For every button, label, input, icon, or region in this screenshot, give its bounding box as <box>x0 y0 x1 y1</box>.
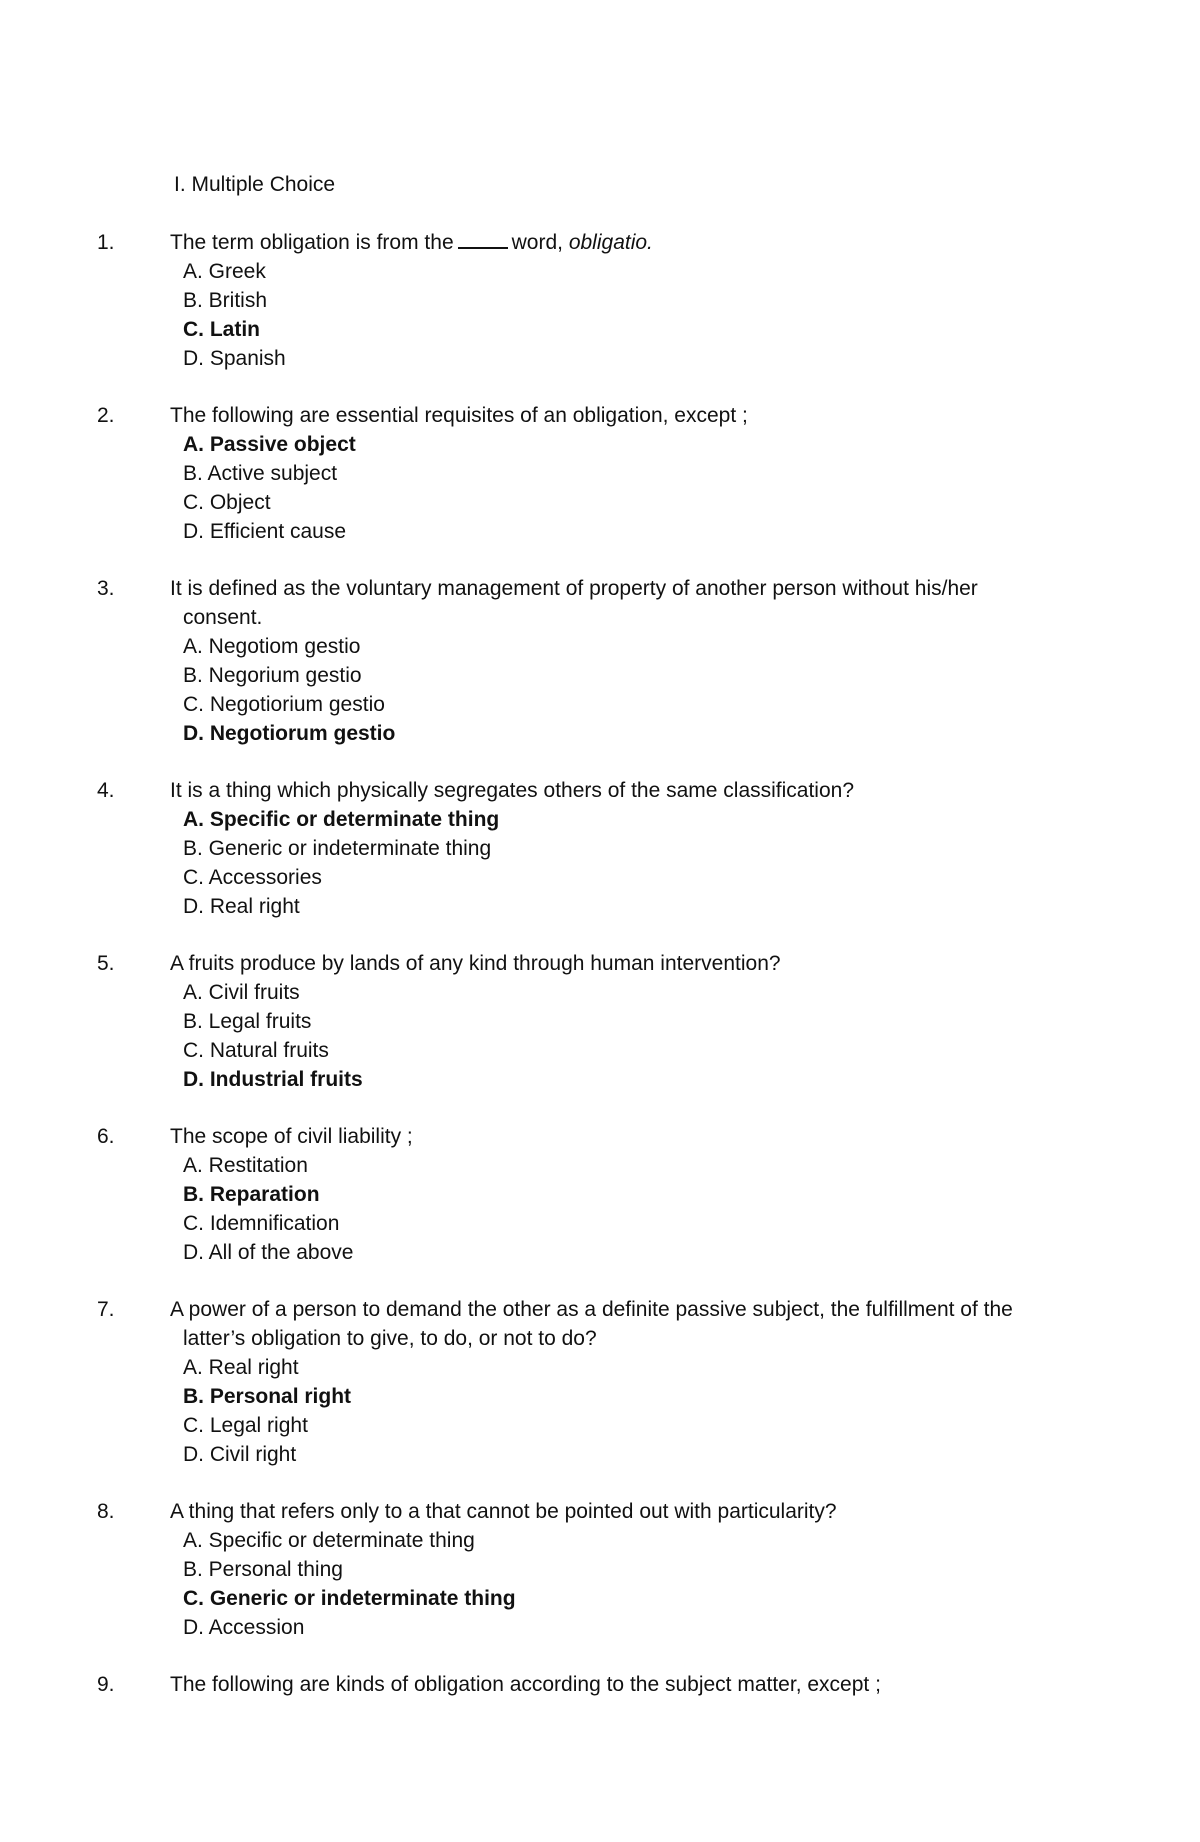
question-number: 5. <box>97 952 115 975</box>
option: D. Spanish <box>183 347 286 370</box>
question-stem <box>97 949 1040 978</box>
option: B. Personal thing <box>183 1558 343 1581</box>
option: C. Idemnification <box>183 1212 340 1235</box>
option: D. Accession <box>183 1616 305 1639</box>
question-text: A fruits produce by lands of any kind through human intervention? <box>170 952 781 975</box>
question-stem <box>97 228 1040 257</box>
question-stem <box>97 1670 1040 1699</box>
option-list <box>140 632 1040 748</box>
question-stem <box>97 1497 1040 1526</box>
question-9 <box>97 1670 1040 1699</box>
option: A. Specific or determinate thing <box>183 1529 475 1552</box>
option-list <box>140 805 1040 921</box>
option: C. Negotiorium gestio <box>183 693 385 716</box>
question-5 <box>97 949 1040 1094</box>
answer-blank <box>458 229 508 249</box>
question-7 <box>97 1295 1040 1469</box>
correct-option: C. Generic or indeterminate thing <box>183 1587 516 1610</box>
question-number: 3. <box>97 577 115 600</box>
question-text: It is defined as the voluntary management of property of another person without his/her consent. <box>170 577 978 629</box>
question-number: 4. <box>97 779 115 802</box>
question-number: 6. <box>97 1125 115 1148</box>
option: A. Restitation <box>183 1154 308 1177</box>
option-list <box>140 978 1040 1094</box>
option: C. Legal right <box>183 1414 308 1437</box>
question-stem <box>97 1295 1040 1353</box>
option: B. British <box>183 289 268 312</box>
question-stem <box>97 401 1040 430</box>
question-number: 7. <box>97 1298 115 1321</box>
section-title: I. Multiple Choice <box>174 173 336 196</box>
option: C. Accessories <box>183 866 322 889</box>
question-number: 1. <box>97 231 115 254</box>
option: C. Natural fruits <box>183 1039 329 1062</box>
option: A. Negotiom gestio <box>183 635 361 658</box>
question-8 <box>97 1497 1040 1642</box>
italic-term: obligatio. <box>568 231 653 254</box>
correct-option: C. Latin <box>183 318 260 341</box>
option-list <box>140 1151 1040 1267</box>
option: A. Civil fruits <box>183 981 300 1004</box>
question-number: 8. <box>97 1500 115 1523</box>
option-list <box>140 1526 1040 1642</box>
question-text: word, <box>511 231 563 254</box>
question-text: The following are essential requisites of an obligation, except ; <box>170 404 748 427</box>
question-4 <box>97 776 1040 921</box>
question-2 <box>97 401 1040 546</box>
option-list <box>140 1353 1040 1469</box>
option: C. Object <box>183 491 271 514</box>
question-text: The term obligation is from the <box>170 231 454 254</box>
option: B. Legal fruits <box>183 1010 312 1033</box>
question-stem <box>97 1122 1040 1151</box>
correct-option: D. Negotiorum gestio <box>183 722 396 745</box>
question-list <box>97 228 1040 1727</box>
question-stem <box>97 574 1040 632</box>
correct-option: B. Reparation <box>183 1183 320 1206</box>
question-3 <box>97 574 1040 748</box>
question-number: 9. <box>97 1673 115 1696</box>
question-text: It is a thing which physically segregates others of the same classification? <box>170 779 855 802</box>
question-text: A power of a person to demand the other as a definite passive subject, the fulfillment of the latter’s obligation to give, to do, or not to do? <box>170 1298 1013 1350</box>
option: D. Efficient cause <box>183 520 347 543</box>
question-1 <box>97 228 1040 373</box>
option-list <box>140 430 1040 546</box>
correct-option: A. Specific or determinate thing <box>183 808 500 831</box>
question-text: The following are kinds of obligation according to the subject matter, except ; <box>170 1673 881 1696</box>
option: D. All of the above <box>183 1241 354 1264</box>
option: D. Civil right <box>183 1443 297 1466</box>
question-text: A thing that refers only to a that cannot be pointed out with particularity? <box>170 1500 837 1523</box>
question-stem <box>97 776 1040 805</box>
option-list <box>140 257 1040 373</box>
question-text: The scope of civil liability ; <box>170 1125 413 1148</box>
option: B. Negorium gestio <box>183 664 362 687</box>
option: B. Generic or indeterminate thing <box>183 837 492 860</box>
option: D. Real right <box>183 895 300 918</box>
correct-option: A. Passive object <box>183 433 356 456</box>
option: A. Greek <box>183 260 266 283</box>
option: A. Real right <box>183 1356 299 1379</box>
correct-option: D. Industrial fruits <box>183 1068 363 1091</box>
correct-option: B. Personal right <box>183 1385 352 1408</box>
option: B. Active subject <box>183 462 338 485</box>
question-number: 2. <box>97 404 115 427</box>
question-6 <box>97 1122 1040 1267</box>
